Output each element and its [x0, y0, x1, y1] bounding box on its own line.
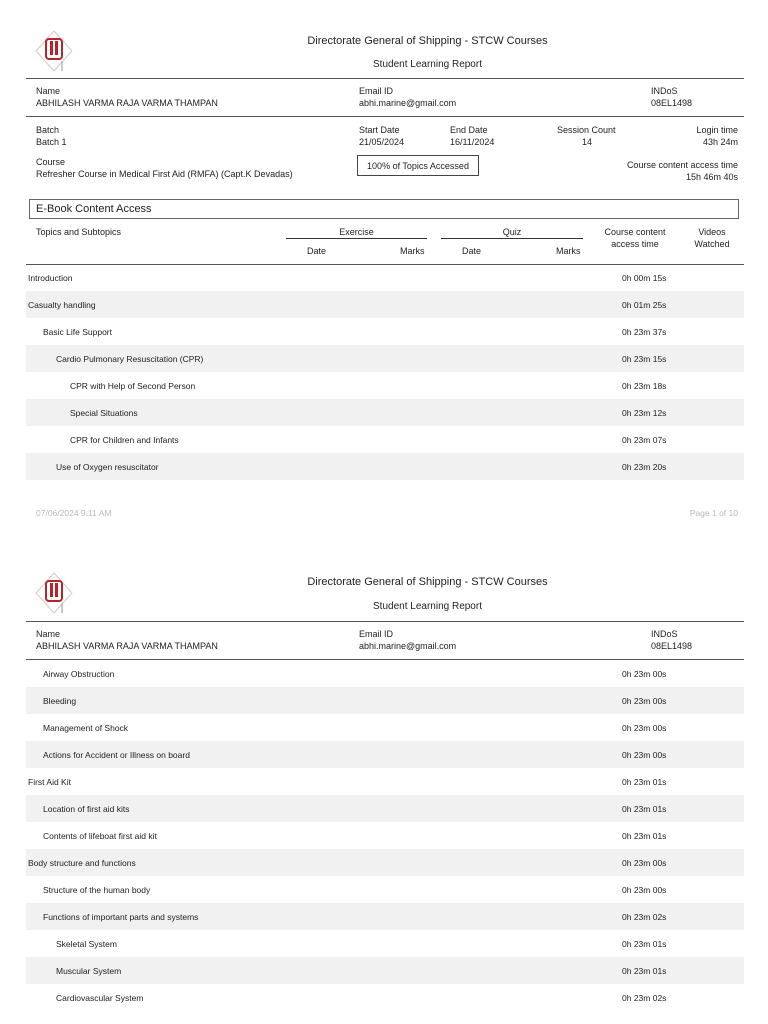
course-label: Course: [36, 157, 66, 167]
access-time: 0h 23m 37s: [622, 326, 667, 337]
access-time: 0h 23m 00s: [622, 695, 667, 706]
start-date-label: Start Date: [359, 125, 400, 135]
col-quiz-marks: Marks: [556, 246, 581, 256]
topic-name: Skeletal System: [56, 938, 117, 949]
topic-name: Body structure and functions: [28, 857, 136, 868]
email-label: Email ID: [359, 629, 394, 639]
indos-label: INDoS: [651, 629, 678, 639]
topic-name: Structure of the human body: [43, 884, 151, 895]
topic-name: First Aid Kit: [28, 776, 71, 787]
indos-label: INDoS: [651, 86, 678, 96]
batch-value: Batch 1: [36, 137, 67, 147]
content-time-label: Course content access time: [626, 160, 738, 170]
access-time: 0h 23m 02s: [622, 992, 667, 1003]
col-access-time-1: Course content: [604, 227, 666, 237]
topic-name: Introduction: [28, 272, 73, 283]
col-videos-2: Watched: [694, 239, 730, 249]
email-label: Email ID: [359, 86, 394, 96]
report-page-2: [0, 560, 768, 1024]
footer-page-number: Page 1 of 10: [689, 508, 738, 518]
end-date-value: 16/11/2024: [450, 137, 495, 147]
table-row: [26, 714, 744, 741]
topic-name: Basic Life Support: [43, 326, 112, 337]
access-time: 0h 23m 01s: [622, 830, 667, 841]
topic-name: Airway Obstruction: [43, 668, 115, 679]
access-time: 0h 23m 00s: [622, 722, 667, 733]
name-label: Name: [36, 86, 61, 96]
header-divider: [26, 78, 744, 79]
table-row: [26, 264, 744, 291]
topic-name: CPR with Help of Second Person: [70, 380, 196, 391]
topic-name: Special Situations: [70, 407, 138, 418]
access-time: 0h 23m 01s: [622, 965, 667, 976]
topic-name: Cardio Pulmonary Resuscitation (CPR): [56, 353, 204, 364]
session-count-label: Session Count: [557, 125, 616, 135]
table-row: [26, 687, 744, 714]
content-time-value: 15h 46m 40s: [685, 172, 738, 182]
session-count-value: 14: [582, 137, 593, 147]
table-row: [26, 291, 744, 318]
access-time: 0h 23m 18s: [622, 380, 667, 391]
access-time: 0h 23m 12s: [622, 407, 667, 418]
table-row: [26, 957, 744, 984]
table-row: [26, 984, 744, 1011]
exercise-rule: [286, 238, 427, 239]
topics-accessed-badge: 100% of Topics Accessed: [357, 155, 479, 176]
table-row: [26, 399, 744, 426]
table-row: [26, 318, 744, 345]
col-exercise-date: Date: [307, 246, 327, 256]
table-row: [26, 345, 744, 372]
student-name: ABHILASH VARMA RAJA VARMA THAMPAN: [36, 641, 218, 651]
col-exercise-marks: Marks: [400, 246, 425, 256]
col-quiz-date: Date: [462, 246, 482, 256]
topic-name: CPR for Children and Infants: [70, 434, 179, 445]
topic-name: Cardiovascular System: [56, 992, 144, 1003]
student-divider: [26, 116, 744, 117]
access-time: 0h 23m 00s: [622, 749, 667, 760]
access-time: 0h 23m 00s: [622, 884, 667, 895]
table-row: [26, 903, 744, 930]
report-title: Directorate General of Shipping - STCW Courses: [307, 35, 548, 47]
report-title: Directorate General of Shipping - STCW Courses: [307, 576, 548, 588]
access-time: 0h 23m 07s: [622, 434, 667, 445]
student-email: abhi.marine@gmail.com: [359, 641, 457, 651]
report-subtitle: Student Learning Report: [373, 59, 482, 70]
table-row: [26, 768, 744, 795]
table-row: [26, 741, 744, 768]
access-time: 0h 23m 01s: [622, 938, 667, 949]
table-row: [26, 822, 744, 849]
student-indos: 08EL1498: [651, 641, 693, 651]
table-row: [26, 849, 744, 876]
end-date-label: End Date: [450, 125, 488, 135]
table-row: [26, 795, 744, 822]
batch-label: Batch: [36, 125, 60, 135]
access-time: 0h 23m 00s: [622, 857, 667, 868]
access-time: 0h 23m 01s: [622, 776, 667, 787]
access-time: 0h 23m 02s: [622, 911, 667, 922]
login-time-label: Login time: [696, 125, 738, 135]
access-time: 0h 01m 25s: [622, 299, 667, 310]
report-subtitle: Student Learning Report: [373, 601, 482, 612]
access-time: 0h 23m 15s: [622, 353, 667, 364]
topic-name: Bleeding: [43, 695, 77, 706]
course-name: Refresher Course in Medical First Aid (RMFA) (Capt.K Devadas): [36, 169, 293, 179]
table-row: [26, 660, 744, 687]
start-date-value: 21/05/2024: [359, 137, 405, 147]
col-exercise: Exercise: [339, 227, 374, 237]
access-time: 0h 23m 01s: [622, 803, 667, 814]
topic-name: Functions of important parts and systems: [43, 911, 199, 922]
student-email: abhi.marine@gmail.com: [359, 98, 457, 108]
access-time: 0h 23m 00s: [622, 668, 667, 679]
col-videos-1: Videos: [698, 227, 726, 237]
header-divider: [26, 621, 744, 622]
col-access-time-2: access time: [611, 239, 659, 249]
table-row: [26, 876, 744, 903]
topic-name: Location of first aid kits: [43, 803, 130, 814]
col-topics: Topics and Subtopics: [36, 227, 122, 237]
table-row: [26, 426, 744, 453]
table-row: [26, 453, 744, 480]
name-label: Name: [36, 629, 61, 639]
table-row: [26, 930, 744, 957]
access-time: 0h 23m 20s: [622, 461, 667, 472]
student-indos: 08EL1498: [651, 98, 693, 108]
footer-timestamp: 07/06/2024 9:11 AM: [36, 508, 112, 518]
ebook-section-title: E-Book Content Access: [29, 199, 739, 219]
student-name: ABHILASH VARMA RAJA VARMA THAMPAN: [36, 98, 218, 108]
col-quiz: Quiz: [502, 227, 522, 237]
topic-name: Contents of lifeboat first aid kit: [43, 830, 157, 841]
login-time-value: 43h 24m: [702, 137, 738, 147]
quiz-rule: [441, 238, 583, 239]
topic-name: Muscular System: [56, 965, 122, 976]
topic-name: Casualty handling: [28, 299, 96, 310]
topic-name: Actions for Accident or Illness on board: [43, 749, 190, 760]
topic-name: Use of Oxygen resuscitator: [56, 461, 159, 472]
access-time: 0h 00m 15s: [622, 272, 667, 283]
topic-name: Management of Shock: [43, 722, 129, 733]
table-row: [26, 372, 744, 399]
